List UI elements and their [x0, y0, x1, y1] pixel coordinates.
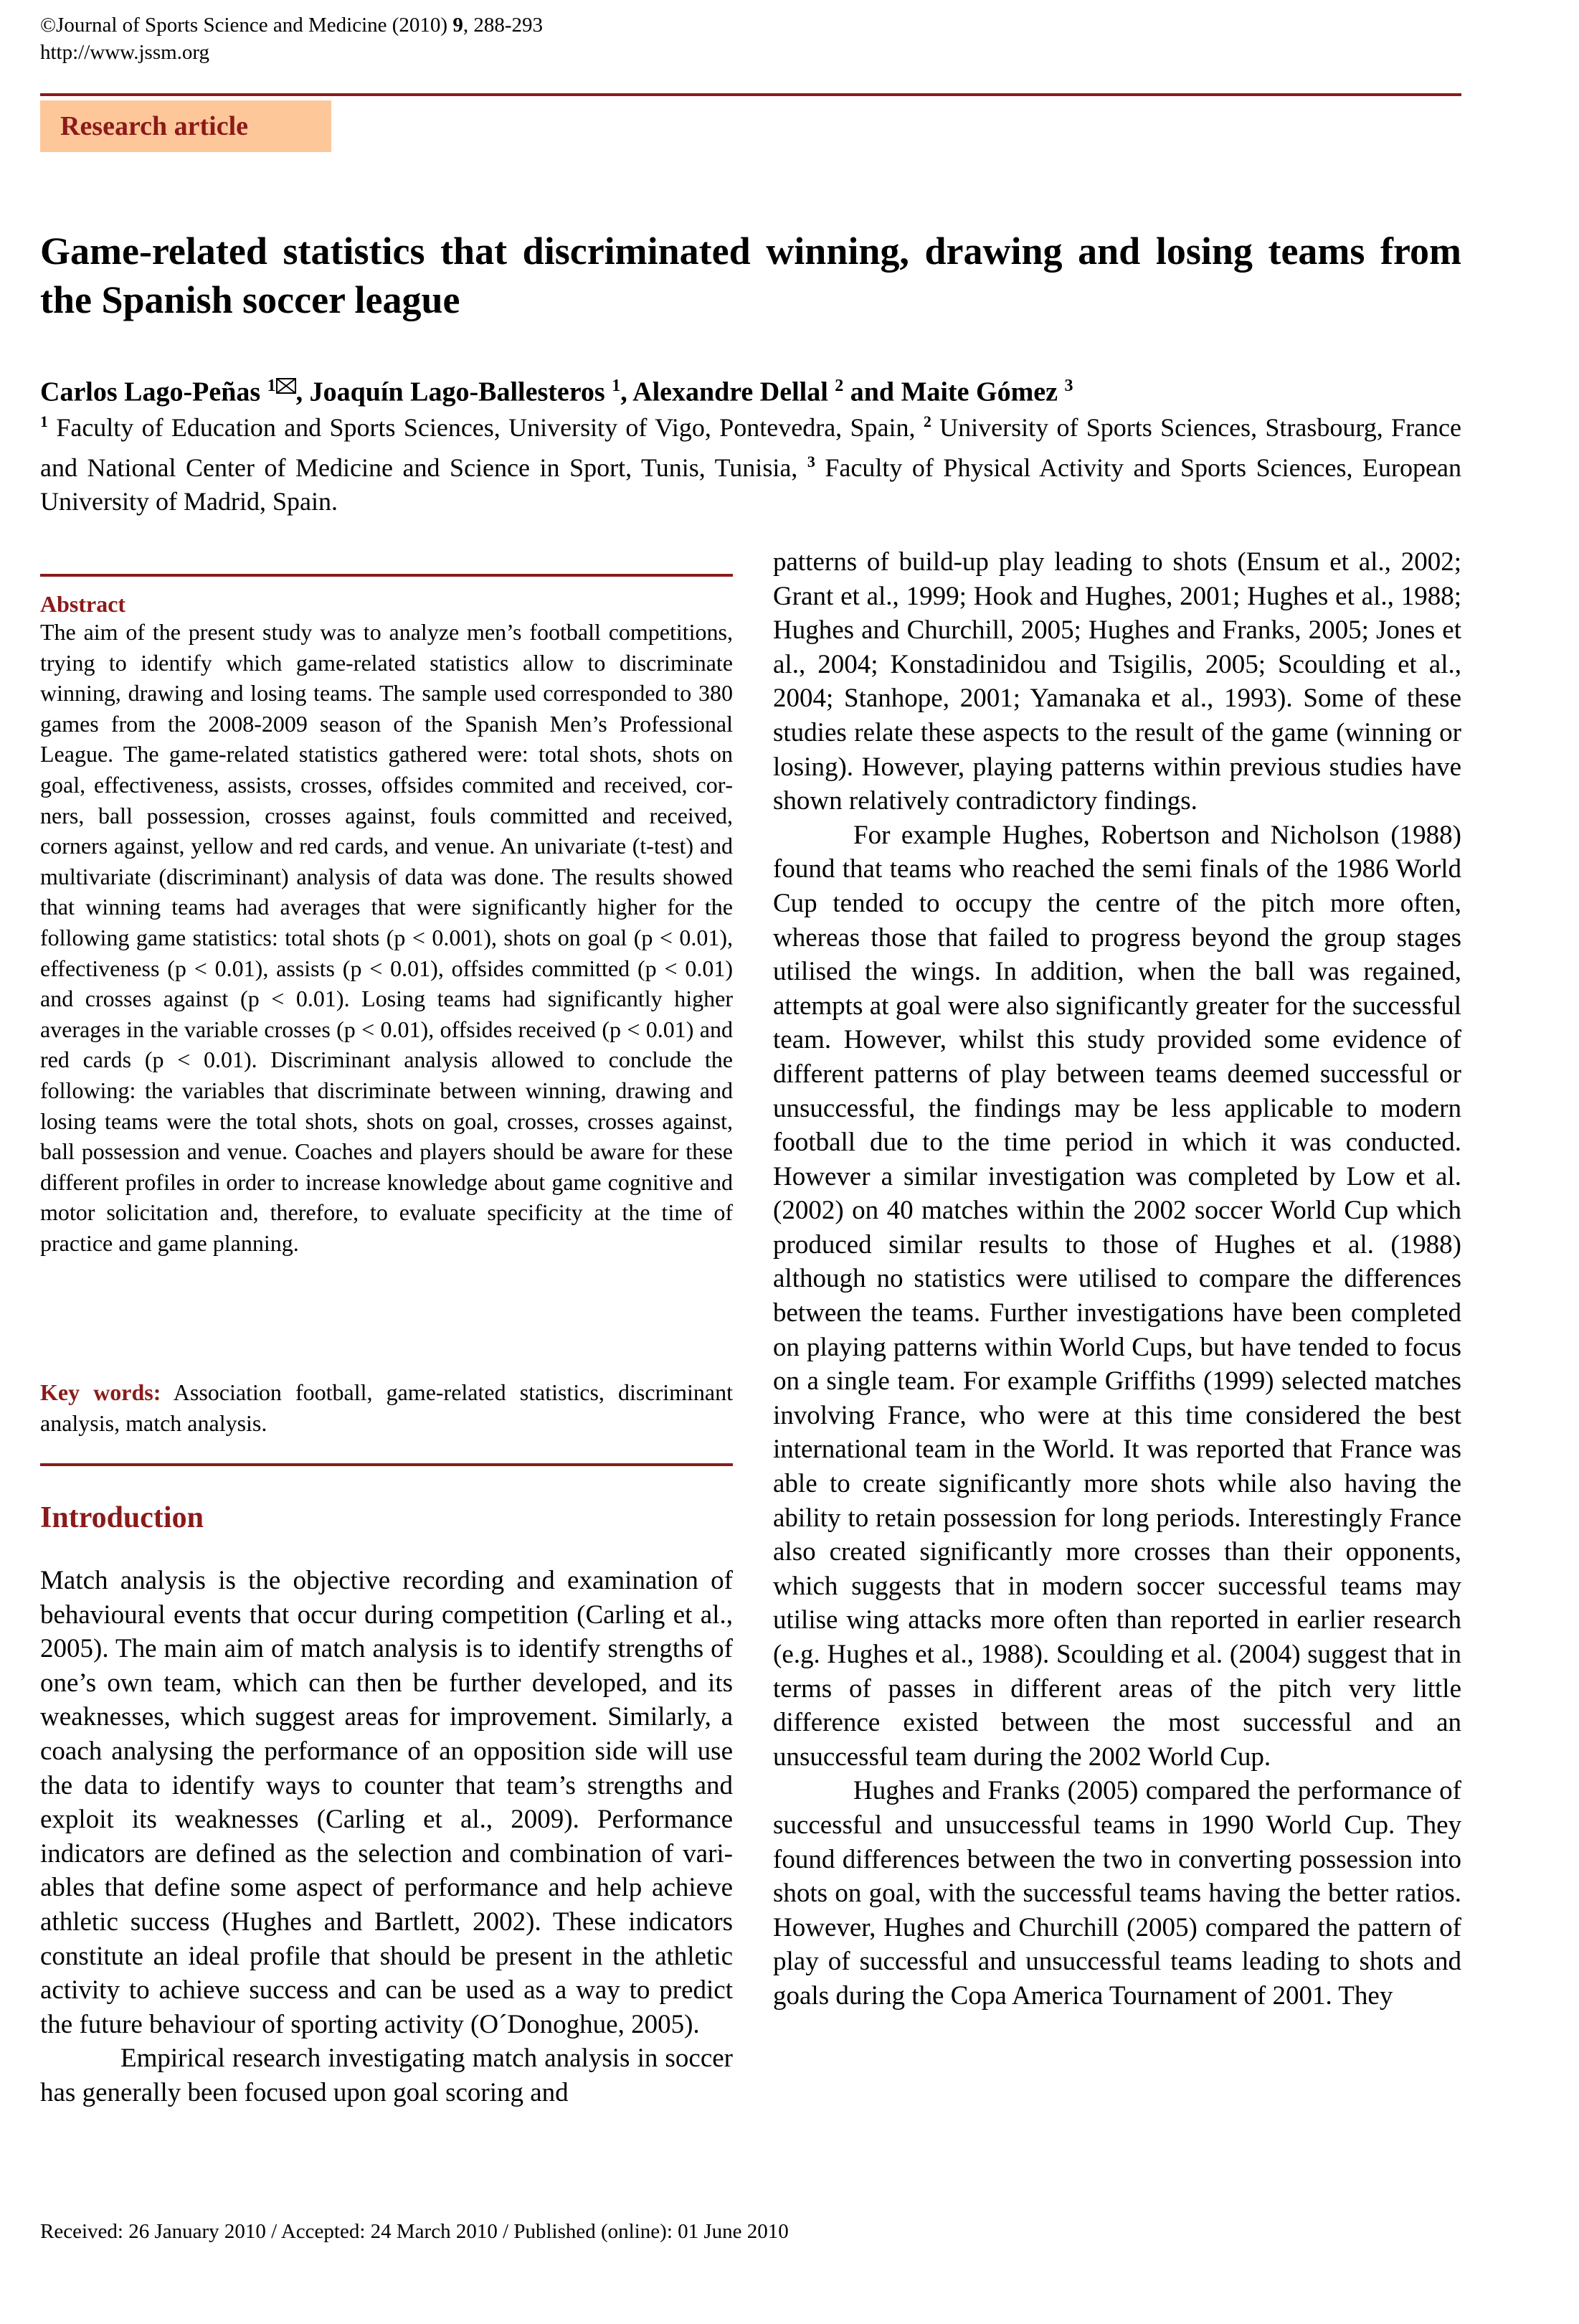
- abstract-body: The aim of the present study was to analyze men’s football competitions, trying to identify which game-related statistics allow to discriminate winning, drawing and losing teams. The sample used corresponded to 380 games from the 2008-2009 season of the Spanish Men’s Professional League. The game-related statistics gathered were: total shots, shots on goal, effectiveness, assists, crosses, offsides commited and received, corners, ball possession, crosses against, fouls committed and received, corners against, yellow and red cards, and venue. An univariate (t-test) and multivariate (discriminant) analysis of data was done. The results showed that winning teams had averages that were significantly higher for the following game statistics: total shots (p < 0.001), shots on goal (p < 0.01), effectiveness (p < 0.01), assists (p < 0.01), offsides committed (p < 0.01) and crosses against (p < 0.01). Losing teams had significantly higher averages in the variable crosses (p < 0.01), offsides received (p < 0.01) and red cards (p < 0.01). Discriminant analysis allowed to conclude the following: the variables that discriminate between winning, drawing and losing teams were the total shots, shots on goal, crosses, crosses against, ball possession and venue. Coaches and players should be aware for these different profiles in order to increase knowledge about game cognitive and motor solicitation and, therefore, to evaluate specificity at the time of practice and game planning.: [40, 619, 733, 1256]
- author-affiliation-mark: 3: [1064, 377, 1073, 395]
- article-title: Game-related statistics that discriminated winning, drawing and losing teams from the Spanish soccer league: [40, 230, 1461, 321]
- affiliation-mark: 3: [807, 453, 815, 471]
- journal-volume: 9: [452, 14, 463, 37]
- author-name: and Maite Gómez: [843, 377, 1065, 407]
- affiliation-mark: 1: [40, 412, 48, 430]
- paragraph: For example Hughes, Robertson and Nicholson (1988) found that teams who reached the semi finals of the 1986 World Cup tended to occupy the centre of the pitch more often, whereas those that failed to progress beyond the group stages utilised the wings. In addition, when the ball was regained, attempts at goal were also significantly greater for the successful team. However, whilst this study provided some evidence of different patterns of play between teams deemed successful or unsuccessful, the findings may be less applicable to modern football due to the time period in which it was conducted. However a similar investigation was completed by Low et al. (2002) on 40 matches within the 2002 soccer World Cup which produced similar results to those of Hughes et al. (1988) although no statistics were utilised to compare the differences between the teams. Further investigations have been completed on playing patterns within World Cups, but have tended to focus on a single team. For example Griffiths (1999) selected matches involving France, who were at this time considered the best international team in the World. It was reported that France was able to create significantly more shots while also having the ability to retain possession for long periods. Interestingly France also created significantly more crosses than their opponents, which suggests that in modern soccer successful teams may utilise wing attacks more often than reported in earlier research (e.g. Hughes et al., 1988). Scoulding et al. (2004) suggest that in terms of passes in different areas of the pitch very little difference existed between the most successful and an unsuccessful team during the 2002 World Cup.: [773, 820, 1461, 1772]
- journal-line: ©Journal of Sports Science and Medicine (2010): [40, 14, 453, 37]
- author-affiliation-mark: 1: [612, 377, 621, 395]
- journal-url[interactable]: http://www.jssm.org: [40, 41, 210, 64]
- envelope-icon[interactable]: [276, 377, 296, 407]
- abstract-heading: Abstract: [40, 591, 126, 617]
- affiliation-text: Faculty of Physical Activity and Sports Sciences, European University of Madrid, Spain.: [40, 453, 1461, 516]
- author-affiliation-mark: 1: [267, 377, 276, 395]
- journal-pages: , 288-293: [463, 14, 543, 37]
- header-divider: [40, 93, 1461, 96]
- paragraph: Empirical research investigating match analysis in soccer has generally been focused upon goal scoring and: [40, 2044, 733, 2107]
- author-name: , Joaquín Lago-Ballesteros: [295, 377, 612, 407]
- left-column-text: [40, 1564, 733, 2110]
- affiliations: [40, 405, 1461, 519]
- abstract-top-divider: [40, 574, 733, 577]
- paragraph: Hughes and Franks (2005) compared the performance of successful and unsuccessful teams in 1990 World Cup. They found differences between the two in converting possession into shots on goal, with the successful teams having the better ratios. However, Hughes and Churchill (2005) compared the pattern of play of successful and unsuccessful teams leading to shots and goals during the Copa America Tournament of 2001. They: [773, 1776, 1461, 2011]
- abstract-bottom-divider: [40, 1463, 733, 1466]
- publication-dates: Received: 26 January 2010 / Accepted: 24 March 2010 / Published (online): 01 June 2010: [40, 2220, 789, 2243]
- keywords-label: Key words:: [40, 1379, 161, 1405]
- affiliation-text: Faculty of Education and Sports Sciences, University of Vigo, Pontevedra, Spain,: [48, 413, 924, 442]
- affiliation-mark: 2: [923, 412, 931, 430]
- paragraph: patterns of build-up play leading to shots (Ensum et al., 2002; Grant et al., 1999; Hook and Hughes, 2001; Hughes et al., 1988; Hughes and Churchill, 2005; Hughes and Franks, 2005; Jones et al., 2004; Konstadinidou and Tsigilis, 2005; Scoulding et al., 2004; Stanhope, 2001; Yamanaka et al., 1993). Some of these studies relate these aspects to the result of the game (winning or losing). However, playing patterns within previous studies have shown relatively contradictory findings.: [773, 547, 1461, 816]
- keywords-text: Association football, game-related statistics, discriminant analysis, match analysis.: [40, 1379, 734, 1436]
- affiliation-text: University of Sports Sciences, Strasbourg, France and National Center of Medicine and Science in Sport, Tunis, Tunisia,: [40, 413, 1461, 482]
- paragraph: Match analysis is the objective recording and examination of behavioural events that occur during competition (Carling et al., 2005). The main aim of match analysis is to identify strengths of one’s own team, which can then be further developed, and its weaknesses, which suggest areas for improvement. Similarly, a coach analysing the performance of an opposition side will use the data to identify ways to counter that team’s strengths and exploit its weaknesses (Carling et al., 2009). Performance indicators are defined as the selection and combination of variables that define some aspect of performance and help achieve athletic success (Hughes and Bartlett, 2002). These indicators constitute an ideal profile that should be present in the athletic activity to achieve success and can be used as a way to predict the future behaviour of sporting activity (O´Donoghue, 2005).: [40, 1566, 733, 2039]
- journal-header: [40, 11, 543, 66]
- right-column-text: [773, 545, 1461, 2013]
- keywords: [40, 1377, 733, 1439]
- journal-citation: [40, 11, 543, 39]
- author-name: , Alexandre Dellal: [620, 377, 835, 407]
- introduction-heading: Introduction: [40, 1501, 204, 1534]
- author-list: [40, 369, 1073, 410]
- article-type-badge: Research article: [40, 100, 331, 152]
- author-name: Carlos Lago-Peñas: [40, 377, 267, 407]
- author-affiliation-mark: 2: [835, 377, 844, 395]
